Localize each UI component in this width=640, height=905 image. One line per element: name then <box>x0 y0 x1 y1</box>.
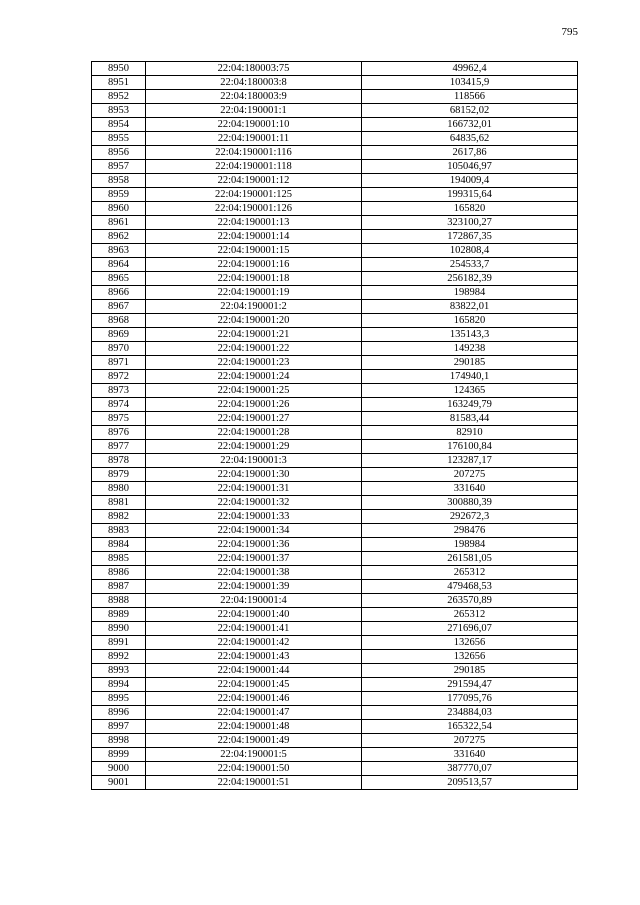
row-number-cell: 8995 <box>92 692 146 706</box>
table-row <box>92 174 578 188</box>
row-number-cell: 8997 <box>92 720 146 734</box>
cadastral-number-cell: 22:04:190001:24 <box>146 370 362 384</box>
table-row <box>92 286 578 300</box>
row-number-cell: 8967 <box>92 300 146 314</box>
table-row <box>92 496 578 510</box>
value-cell: 290185 <box>362 664 578 678</box>
cadastral-number-cell: 22:04:190001:118 <box>146 160 362 174</box>
table-row <box>92 342 578 356</box>
row-number-cell: 8999 <box>92 748 146 762</box>
value-cell: 82910 <box>362 426 578 440</box>
value-cell: 165820 <box>362 202 578 216</box>
table-row <box>92 734 578 748</box>
row-number-cell: 8965 <box>92 272 146 286</box>
row-number-cell: 8958 <box>92 174 146 188</box>
value-cell: 102808,4 <box>362 244 578 258</box>
cadastral-number-cell: 22:04:180003:8 <box>146 76 362 90</box>
cadastral-value-table <box>91 61 578 790</box>
row-number-cell: 8970 <box>92 342 146 356</box>
value-cell: 194009,4 <box>362 174 578 188</box>
row-number-cell: 8979 <box>92 468 146 482</box>
row-number-cell: 8975 <box>92 412 146 426</box>
row-number-cell: 8978 <box>92 454 146 468</box>
row-number-cell: 8966 <box>92 286 146 300</box>
table-row <box>92 90 578 104</box>
cadastral-number-cell: 22:04:190001:42 <box>146 636 362 650</box>
row-number-cell: 8950 <box>92 62 146 76</box>
cadastral-number-cell: 22:04:190001:16 <box>146 258 362 272</box>
table-row <box>92 538 578 552</box>
cadastral-number-cell: 22:04:190001:23 <box>146 356 362 370</box>
value-cell: 331640 <box>362 482 578 496</box>
table-row <box>92 650 578 664</box>
row-number-cell: 8976 <box>92 426 146 440</box>
cadastral-number-cell: 22:04:190001:15 <box>146 244 362 258</box>
table-row <box>92 62 578 76</box>
table-row <box>92 146 578 160</box>
cadastral-number-cell: 22:04:190001:44 <box>146 664 362 678</box>
value-cell: 292672,3 <box>362 510 578 524</box>
row-number-cell: 8964 <box>92 258 146 272</box>
value-cell: 265312 <box>362 608 578 622</box>
value-cell: 209513,57 <box>362 776 578 790</box>
cadastral-number-cell: 22:04:190001:5 <box>146 748 362 762</box>
cadastral-number-cell: 22:04:190001:47 <box>146 706 362 720</box>
table-row <box>92 76 578 90</box>
cadastral-number-cell: 22:04:180003:9 <box>146 90 362 104</box>
table-row <box>92 272 578 286</box>
row-number-cell: 8974 <box>92 398 146 412</box>
table-row <box>92 398 578 412</box>
value-cell: 199315,64 <box>362 188 578 202</box>
table-row <box>92 636 578 650</box>
cadastral-number-cell: 22:04:190001:48 <box>146 720 362 734</box>
table-row <box>92 412 578 426</box>
value-cell: 207275 <box>362 468 578 482</box>
cadastral-number-cell: 22:04:190001:13 <box>146 216 362 230</box>
row-number-cell: 9000 <box>92 762 146 776</box>
table-row <box>92 692 578 706</box>
value-cell: 172867,35 <box>362 230 578 244</box>
value-cell: 124365 <box>362 384 578 398</box>
value-cell: 265312 <box>362 566 578 580</box>
table-row <box>92 244 578 258</box>
value-cell: 64835,62 <box>362 132 578 146</box>
table-row <box>92 356 578 370</box>
table-row <box>92 258 578 272</box>
cadastral-number-cell: 22:04:190001:40 <box>146 608 362 622</box>
value-cell: 166732,01 <box>362 118 578 132</box>
table-row <box>92 314 578 328</box>
value-cell: 2617,86 <box>362 146 578 160</box>
value-cell: 234884,03 <box>362 706 578 720</box>
row-number-cell: 8972 <box>92 370 146 384</box>
table-row <box>92 230 578 244</box>
value-cell: 300880,39 <box>362 496 578 510</box>
row-number-cell: 8968 <box>92 314 146 328</box>
cadastral-number-cell: 22:04:190001:116 <box>146 146 362 160</box>
value-cell: 263570,89 <box>362 594 578 608</box>
cadastral-number-cell: 22:04:190001:4 <box>146 594 362 608</box>
table-row <box>92 468 578 482</box>
row-number-cell: 8977 <box>92 440 146 454</box>
value-cell: 132656 <box>362 650 578 664</box>
table-row <box>92 132 578 146</box>
row-number-cell: 8984 <box>92 538 146 552</box>
table-row <box>92 104 578 118</box>
value-cell: 68152,02 <box>362 104 578 118</box>
value-cell: 261581,05 <box>362 552 578 566</box>
value-cell: 163249,79 <box>362 398 578 412</box>
cadastral-number-cell: 22:04:190001:41 <box>146 622 362 636</box>
row-number-cell: 8961 <box>92 216 146 230</box>
row-number-cell: 8969 <box>92 328 146 342</box>
value-cell: 118566 <box>362 90 578 104</box>
value-cell: 198984 <box>362 286 578 300</box>
table-row <box>92 188 578 202</box>
cadastral-number-cell: 22:04:190001:25 <box>146 384 362 398</box>
table-row <box>92 440 578 454</box>
row-number-cell: 8952 <box>92 90 146 104</box>
row-number-cell: 9001 <box>92 776 146 790</box>
value-cell: 323100,27 <box>362 216 578 230</box>
table-row <box>92 776 578 790</box>
table-row <box>92 202 578 216</box>
value-cell: 176100,84 <box>362 440 578 454</box>
table-row <box>92 454 578 468</box>
table-row <box>92 594 578 608</box>
row-number-cell: 8998 <box>92 734 146 748</box>
row-number-cell: 8991 <box>92 636 146 650</box>
cadastral-number-cell: 22:04:190001:30 <box>146 468 362 482</box>
cadastral-number-cell: 22:04:190001:51 <box>146 776 362 790</box>
row-number-cell: 8973 <box>92 384 146 398</box>
cadastral-number-cell: 22:04:190001:3 <box>146 454 362 468</box>
row-number-cell: 8987 <box>92 580 146 594</box>
table-row <box>92 608 578 622</box>
table-row <box>92 510 578 524</box>
cadastral-number-cell: 22:04:190001:28 <box>146 426 362 440</box>
table-row <box>92 622 578 636</box>
value-cell: 174940,1 <box>362 370 578 384</box>
row-number-cell: 8957 <box>92 160 146 174</box>
row-number-cell: 8963 <box>92 244 146 258</box>
row-number-cell: 8988 <box>92 594 146 608</box>
table-row <box>92 762 578 776</box>
cadastral-number-cell: 22:04:190001:34 <box>146 524 362 538</box>
table-row <box>92 748 578 762</box>
table-row <box>92 328 578 342</box>
row-number-cell: 8951 <box>92 76 146 90</box>
cadastral-number-cell: 22:04:190001:32 <box>146 496 362 510</box>
table-row <box>92 482 578 496</box>
value-cell: 81583,44 <box>362 412 578 426</box>
cadastral-number-cell: 22:04:190001:11 <box>146 132 362 146</box>
value-cell: 331640 <box>362 748 578 762</box>
value-cell: 132656 <box>362 636 578 650</box>
row-number-cell: 8994 <box>92 678 146 692</box>
row-number-cell: 8986 <box>92 566 146 580</box>
table-row <box>92 370 578 384</box>
row-number-cell: 8980 <box>92 482 146 496</box>
cadastral-number-cell: 22:04:190001:1 <box>146 104 362 118</box>
value-cell: 177095,76 <box>362 692 578 706</box>
cadastral-number-cell: 22:04:190001:19 <box>146 286 362 300</box>
cadastral-number-cell: 22:04:190001:29 <box>146 440 362 454</box>
value-cell: 298476 <box>362 524 578 538</box>
cadastral-number-cell: 22:04:190001:18 <box>146 272 362 286</box>
cadastral-number-cell: 22:04:190001:43 <box>146 650 362 664</box>
row-number-cell: 8982 <box>92 510 146 524</box>
value-cell: 165820 <box>362 314 578 328</box>
value-cell: 165322,54 <box>362 720 578 734</box>
value-cell: 135143,3 <box>362 328 578 342</box>
row-number-cell: 8959 <box>92 188 146 202</box>
table-row <box>92 664 578 678</box>
cadastral-number-cell: 22:04:190001:39 <box>146 580 362 594</box>
table-row <box>92 384 578 398</box>
value-cell: 149238 <box>362 342 578 356</box>
table-row <box>92 524 578 538</box>
row-number-cell: 8953 <box>92 104 146 118</box>
value-cell: 123287,17 <box>362 454 578 468</box>
cadastral-number-cell: 22:04:190001:22 <box>146 342 362 356</box>
table-row <box>92 678 578 692</box>
value-cell: 83822,01 <box>362 300 578 314</box>
cadastral-number-cell: 22:04:190001:126 <box>146 202 362 216</box>
value-cell: 254533,7 <box>362 258 578 272</box>
row-number-cell: 8962 <box>92 230 146 244</box>
page-number: 795 <box>561 26 578 38</box>
value-cell: 291594,47 <box>362 678 578 692</box>
cadastral-number-cell: 22:04:190001:125 <box>146 188 362 202</box>
cadastral-number-cell: 22:04:190001:49 <box>146 734 362 748</box>
table-row <box>92 720 578 734</box>
table-row <box>92 706 578 720</box>
row-number-cell: 8955 <box>92 132 146 146</box>
value-cell: 198984 <box>362 538 578 552</box>
value-cell: 387770,07 <box>362 762 578 776</box>
row-number-cell: 8985 <box>92 552 146 566</box>
cadastral-number-cell: 22:04:190001:10 <box>146 118 362 132</box>
cadastral-number-cell: 22:04:190001:46 <box>146 692 362 706</box>
value-cell: 271696,07 <box>362 622 578 636</box>
value-cell: 49962,4 <box>362 62 578 76</box>
row-number-cell: 8983 <box>92 524 146 538</box>
table-row <box>92 118 578 132</box>
cadastral-number-cell: 22:04:190001:20 <box>146 314 362 328</box>
cadastral-number-cell: 22:04:190001:21 <box>146 328 362 342</box>
cadastral-number-cell: 22:04:190001:50 <box>146 762 362 776</box>
table-row <box>92 552 578 566</box>
table-body <box>92 62 578 790</box>
value-cell: 256182,39 <box>362 272 578 286</box>
cadastral-number-cell: 22:04:190001:12 <box>146 174 362 188</box>
row-number-cell: 8993 <box>92 664 146 678</box>
cadastral-number-cell: 22:04:180003:75 <box>146 62 362 76</box>
row-number-cell: 8956 <box>92 146 146 160</box>
row-number-cell: 8992 <box>92 650 146 664</box>
value-cell: 207275 <box>362 734 578 748</box>
table-row <box>92 216 578 230</box>
row-number-cell: 8996 <box>92 706 146 720</box>
table-row <box>92 426 578 440</box>
cadastral-number-cell: 22:04:190001:37 <box>146 552 362 566</box>
cadastral-number-cell: 22:04:190001:31 <box>146 482 362 496</box>
value-cell: 105046,97 <box>362 160 578 174</box>
table-row <box>92 580 578 594</box>
cadastral-number-cell: 22:04:190001:2 <box>146 300 362 314</box>
row-number-cell: 8954 <box>92 118 146 132</box>
row-number-cell: 8989 <box>92 608 146 622</box>
row-number-cell: 8981 <box>92 496 146 510</box>
cadastral-number-cell: 22:04:190001:26 <box>146 398 362 412</box>
value-cell: 479468,53 <box>362 580 578 594</box>
value-cell: 103415,9 <box>362 76 578 90</box>
row-number-cell: 8971 <box>92 356 146 370</box>
row-number-cell: 8960 <box>92 202 146 216</box>
cadastral-number-cell: 22:04:190001:14 <box>146 230 362 244</box>
cadastral-number-cell: 22:04:190001:33 <box>146 510 362 524</box>
table-row <box>92 566 578 580</box>
table-row <box>92 160 578 174</box>
table-row <box>92 300 578 314</box>
cadastral-number-cell: 22:04:190001:36 <box>146 538 362 552</box>
cadastral-number-cell: 22:04:190001:27 <box>146 412 362 426</box>
value-cell: 290185 <box>362 356 578 370</box>
cadastral-number-cell: 22:04:190001:45 <box>146 678 362 692</box>
row-number-cell: 8990 <box>92 622 146 636</box>
cadastral-number-cell: 22:04:190001:38 <box>146 566 362 580</box>
